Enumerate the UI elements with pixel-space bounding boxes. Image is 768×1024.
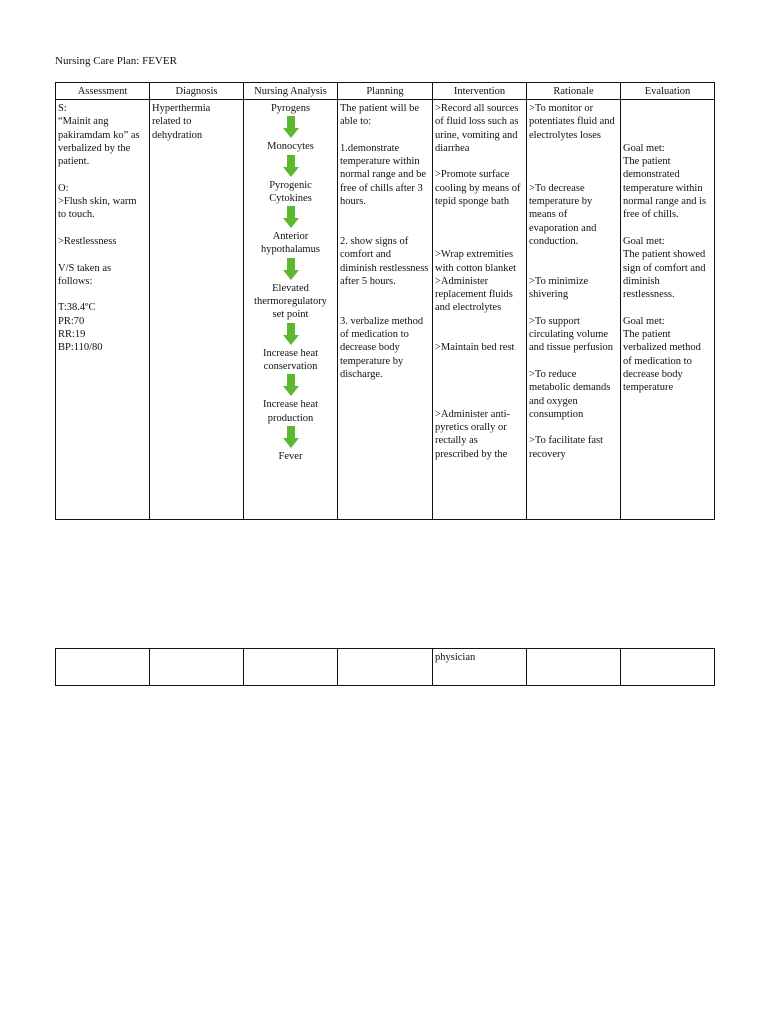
continuation-intervention-text: physician [435, 652, 476, 663]
rationale-text: >To monitor or potentiates fluid and electrolytes loses >To decrease temperature by means of evaporation and conduction. >To minimize shivering >To support circulating volume and tissue perfusion >To reduce metabolic demands and oxygen consumption >To facilitate fast recovery [529, 103, 615, 460]
down-arrow-icon [283, 426, 299, 448]
continuation-intervention-cell [433, 649, 527, 686]
header-diagnosis: Diagnosis [150, 83, 244, 100]
down-arrow-icon [283, 374, 299, 396]
continuation-rationale-cell [527, 649, 621, 686]
flow-step: Anterior hypothalamus [261, 231, 320, 256]
flow-step: Elevated thermoregulatory set point [254, 282, 327, 321]
flow-step: Pyrogenic Cytokines [269, 179, 312, 204]
flow-step: Fever [278, 450, 303, 462]
evaluation-cell [621, 100, 715, 520]
nursing-analysis-cell [244, 100, 338, 520]
header-nursing-analysis: Nursing Analysis [244, 83, 338, 100]
rationale-cell [527, 100, 621, 520]
flow-step: Pyrogens [270, 103, 311, 114]
flow-step: Increase heat production [262, 399, 319, 424]
care-plan-table [55, 82, 715, 520]
flow-step: Increase heat conservation [262, 347, 319, 372]
assessment-cell [56, 100, 150, 520]
header-rationale: Rationale [527, 83, 621, 100]
down-arrow-icon [283, 116, 299, 138]
table-row [56, 100, 715, 520]
continuation-evaluation-cell [621, 649, 715, 686]
continuation-analysis-cell [244, 649, 338, 686]
intervention-cell [433, 100, 527, 520]
down-arrow-icon [283, 258, 299, 280]
continuation-diagnosis-cell [150, 649, 244, 686]
down-arrow-icon [283, 155, 299, 177]
header-evaluation: Evaluation [621, 83, 715, 100]
down-arrow-icon [283, 206, 299, 228]
diagnosis-cell [150, 100, 244, 520]
flow-step: Monocytes [267, 141, 314, 153]
header-intervention: Intervention [433, 83, 527, 100]
header-assessment: Assessment [56, 83, 150, 100]
assessment-text: S: “Mainit ang pakiramdam ko” as verbalized by the patient. O: >Flush skin, warm to touch. >Restlessness V/S taken as follows: T:38.4ºC PR:70 RR:19 BP:110/80 [58, 103, 140, 354]
continuation-assessment-cell [56, 649, 150, 686]
planning-text: The patient will be able to: 1.demonstrate temperature within normal range and be free of chills after 3 hours. 2. show signs of comfort and diminish restlessness after 5 hours. 3. verbalize method of medication to decrease body temperature by discharge. [340, 103, 429, 380]
intervention-text: >Record all sources of fluid loss such as urine, vomiting and diarrhea >Promote surface cooling by means of tepid sponge bath >Wrap extremities with cotton blanket >Administer replacement fluids and electrolytes >Maintain bed rest >Administer anti-pyretics orally or rectally as prescribed by the [435, 103, 521, 460]
diagnosis-text: Hyperthermia related to dehydration [152, 103, 211, 141]
document-title: Nursing Care Plan: FEVER [55, 55, 177, 67]
continuation-table [55, 648, 715, 686]
down-arrow-icon [283, 323, 299, 345]
planning-cell [338, 100, 433, 520]
header-row [56, 83, 715, 100]
pathophysiology-flowchart [246, 102, 335, 463]
evaluation-text: Goal met: The patient demonstrated temperature within normal range and is free of chills. Goal met: The patient showed sign of comfort and diminish restlessness. Goal met: The patient verbalized method of medication to decrease body temperature [623, 142, 707, 394]
table-row [56, 649, 715, 686]
continuation-planning-cell [338, 649, 433, 686]
header-planning: Planning [338, 83, 433, 100]
